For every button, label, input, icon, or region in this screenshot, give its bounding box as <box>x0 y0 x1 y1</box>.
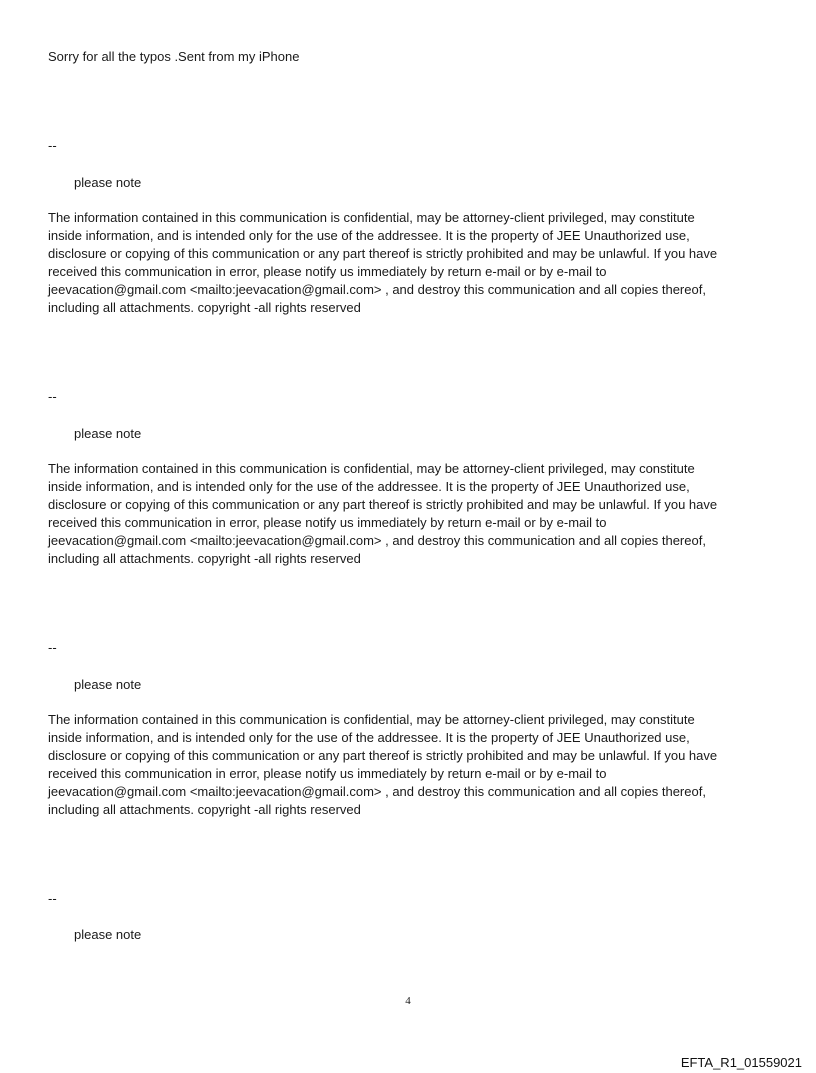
disclaimer-line: jeevacation@gmail.com <mailto:jeevacation@gmail.com> , and destroy this communication and all copies thereof, <box>48 282 706 297</box>
separator: -- <box>48 891 57 906</box>
note-heading: please note <box>74 927 142 942</box>
disclaimer-line: received this communication in error, please notify us immediately by return e-mail or by e-mail to <box>48 264 607 279</box>
disclaimer-line: including all attachments. copyright -all rights reserved <box>48 802 361 817</box>
disclaimer-line: inside information, and is intended only for the use of the addressee. It is the property of JEE Unauthorized use, <box>48 228 690 243</box>
note-heading: please note <box>74 426 142 441</box>
disclaimer-line: including all attachments. copyright -all rights reserved <box>48 551 361 566</box>
disclaimer-line: disclosure or copying of this communication or any part thereof is strictly prohibited and may be unlawful. If you have <box>48 748 718 763</box>
disclaimer-line: The information contained in this communication is confidential, may be attorney-client privileged, may constitute <box>48 210 695 225</box>
confidentiality-disclaimer <box>48 209 768 317</box>
bates-number: EFTA_R1_01559021 <box>680 1055 802 1070</box>
separator: -- <box>48 640 57 655</box>
note-heading: please note <box>74 677 142 692</box>
page-number: 4 <box>405 995 411 1007</box>
disclaimer-line: including all attachments. copyright -all rights reserved <box>48 300 361 315</box>
disclaimer-line: jeevacation@gmail.com <mailto:jeevacation@gmail.com> , and destroy this communication and all copies thereof, <box>48 533 706 548</box>
disclaimer-line: received this communication in error, please notify us immediately by return e-mail or by e-mail to <box>48 766 607 781</box>
separator: -- <box>48 138 57 153</box>
disclaimer-line: disclosure or copying of this communication or any part thereof is strictly prohibited and may be unlawful. If you have <box>48 497 718 512</box>
separator: -- <box>48 389 57 404</box>
confidentiality-disclaimer <box>48 460 768 568</box>
disclaimer-line: inside information, and is intended only for the use of the addressee. It is the property of JEE Unauthorized use, <box>48 479 690 494</box>
disclaimer-line: The information contained in this communication is confidential, may be attorney-client privileged, may constitute <box>48 712 695 727</box>
disclaimer-line: jeevacation@gmail.com <mailto:jeevacation@gmail.com> , and destroy this communication and all copies thereof, <box>48 784 706 799</box>
disclaimer-line: inside information, and is intended only for the use of the addressee. It is the property of JEE Unauthorized use, <box>48 730 690 745</box>
sent-from-line: Sorry for all the typos .Sent from my iPhone <box>48 49 300 64</box>
disclaimer-line: The information contained in this communication is confidential, may be attorney-client privileged, may constitute <box>48 461 695 476</box>
disclaimer-line: disclosure or copying of this communication or any part thereof is strictly prohibited and may be unlawful. If you have <box>48 246 718 261</box>
confidentiality-disclaimer <box>48 711 768 819</box>
note-heading: please note <box>74 175 142 190</box>
disclaimer-line: received this communication in error, please notify us immediately by return e-mail or by e-mail to <box>48 515 607 530</box>
